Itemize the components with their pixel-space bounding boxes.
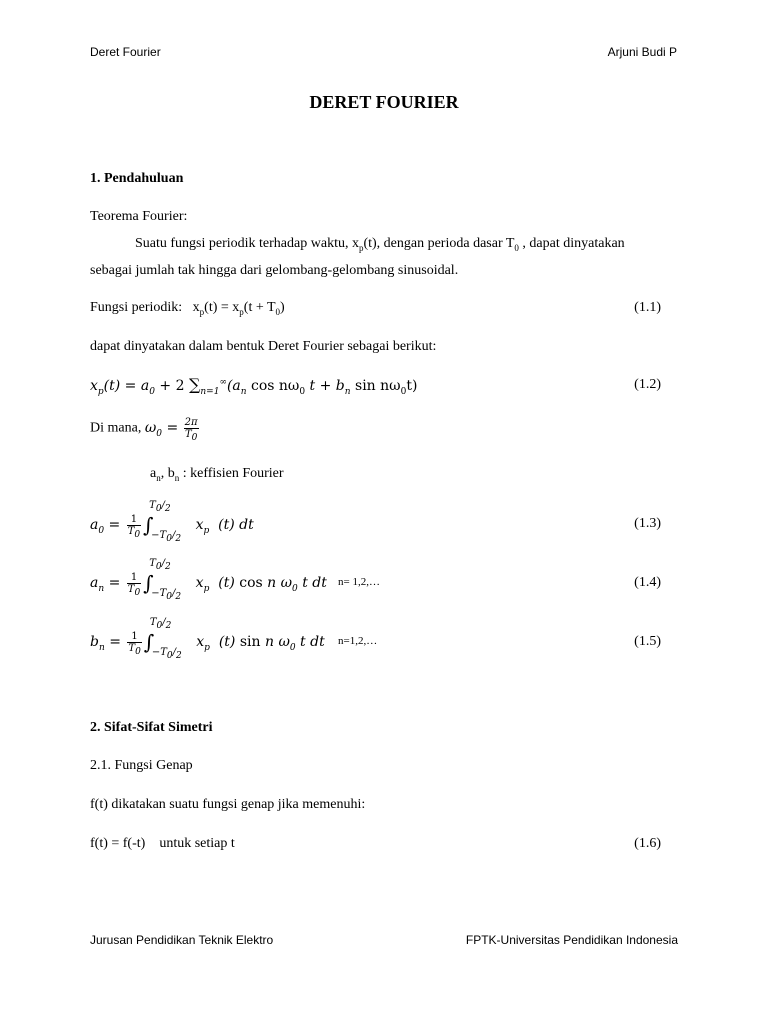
- header-right: Arjuni Budi P: [607, 45, 677, 59]
- footer-left: Jurusan Pendidikan Teknik Elektro: [90, 933, 274, 947]
- eq-1-4: $a_n$ = $\frac{1}{T_0}$ ∫ $T_0/_2$ $-T_0/_2$ $x_p$ (t) cos n $\omega_0$ t dt: [90, 558, 327, 602]
- eq-number-1-4: (1.4): [634, 575, 661, 590]
- coefficient-note: $a_n$, $b_n$ : keffisien Fourier: [150, 466, 284, 483]
- section2-heading: 2. Sifat-Sifat Simetri: [90, 720, 213, 735]
- omega-definition: Di mana, $\omega_0$ = $\frac{2\pi}{T_0}$: [90, 417, 198, 443]
- eq-1-6: f(t) = f(-t) untuk setiap t: [90, 836, 235, 851]
- header-left: Deret Fourier: [90, 45, 161, 59]
- section2-subheading: 2.1. Fungsi Genap: [90, 758, 193, 773]
- eq-1-3: $a_0$ = $\frac{1}{T_0}$ ∫ $T_0/_2$ $-T_0/_2$ $x_p$ (t) dt: [90, 500, 254, 544]
- theorem-text-line2: sebagai jumlah tak hingga dari gelombang-gelombang sinusoidal.: [90, 263, 459, 278]
- footer-right: FPTK-Universitas Pendidikan Indonesia: [465, 933, 678, 947]
- eq-number-1-2: (1.2): [634, 377, 661, 392]
- eq-number-1-6: (1.6): [634, 836, 661, 851]
- eq-1-1: Fungsi periodik: $x_p(t) = x_p(t + T_0)$: [90, 300, 285, 317]
- eq-1-5-condition: n=1,2,…: [338, 635, 378, 647]
- eq-number-1-1: (1.1): [634, 300, 661, 315]
- eq-number-1-3: (1.3): [634, 516, 661, 531]
- intro-fourier-series: dapat dinyatakan dalam bentuk Deret Fourier sebagai berikut:: [90, 339, 437, 354]
- theorem-text-line1: Suatu fungsi periodik terhadap waktu, $x_p(t)$, dengan perioda dasar $T_0$ , dapat dinyatakan: [135, 236, 625, 253]
- eq-1-2: $x_p(t) = a_0 + 2$ $\sum_{n=1}^\infty(a_n$ $\cos n\omega_0$ $t + b_n$ $\sin n\omega_0t$): [90, 375, 418, 397]
- page-title: DERET FOURIER: [309, 92, 459, 112]
- eq-number-1-5: (1.5): [634, 634, 661, 649]
- even-function-definition: f(t) dikatakan suatu fungsi genap jika memenuhi:: [90, 797, 366, 812]
- eq-1-5: $b_n$ = $\frac{1}{T_0}$ ∫ $T_0/_2$ $-T_0/_2$ $x_p$ (t) sin n $\omega_0$ t dt: [90, 617, 325, 661]
- eq-1-4-condition: n= 1,2,…: [338, 576, 380, 588]
- section1-heading: 1. Pendahuluan: [90, 171, 184, 186]
- theorem-label: Teorema Fourier:: [90, 209, 188, 224]
